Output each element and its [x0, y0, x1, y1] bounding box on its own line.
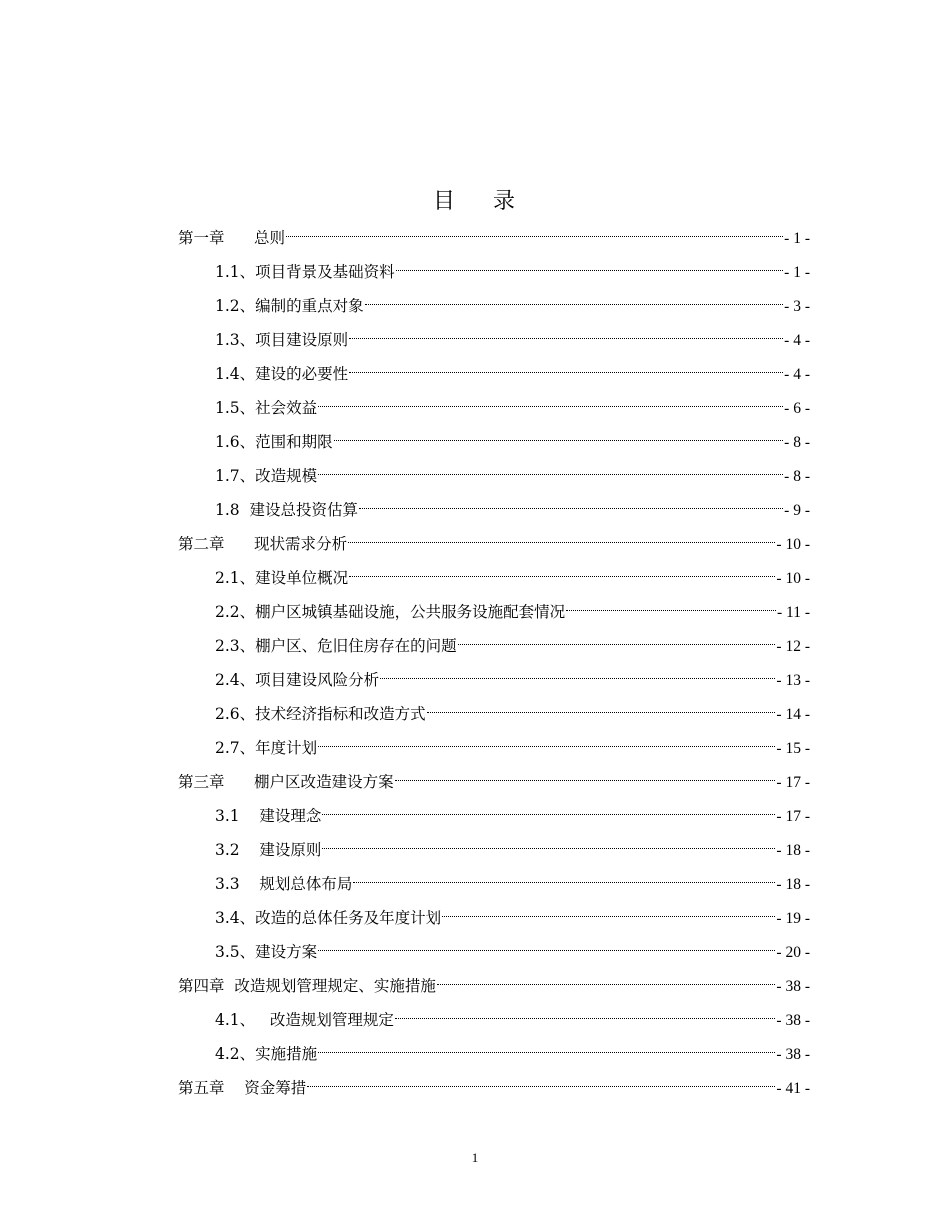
toc-section-entry[interactable] — [178, 561, 810, 595]
toc-dot-leader — [458, 644, 776, 645]
toc-entry-label: 1.7、改造规模 — [215, 467, 318, 485]
toc-entry-page: - 9 - — [784, 502, 810, 519]
toc-section-entry[interactable] — [178, 595, 810, 629]
toc-section-entry[interactable] — [178, 867, 810, 901]
toc-entry-page: - 18 - — [776, 842, 810, 859]
toc-chapter-entry[interactable] — [178, 527, 810, 561]
toc-dot-leader — [566, 610, 776, 611]
toc-dot-leader — [334, 440, 784, 441]
toc-entry-page: - 13 - — [776, 672, 810, 689]
toc-section-entry[interactable] — [178, 459, 810, 493]
toc-entry-label: 第四章 改造规划管理规定、实施措施 — [178, 977, 436, 995]
toc-section-entry[interactable] — [178, 833, 810, 867]
toc-dot-leader — [359, 508, 783, 509]
toc-dot-leader — [396, 270, 784, 271]
toc-section-entry[interactable] — [178, 663, 810, 697]
toc-entry-page: - 17 - — [776, 808, 810, 825]
toc-entry-label: 第二章 现状需求分析 — [178, 535, 348, 553]
toc-entry-page: - 14 - — [776, 706, 810, 723]
toc-dot-leader — [395, 1018, 775, 1019]
toc-chapter-entry[interactable] — [178, 1071, 810, 1105]
toc-dot-leader — [318, 406, 783, 407]
toc-entry-label: 3.5、建设方案 — [215, 943, 318, 961]
toc-section-entry[interactable] — [178, 391, 810, 425]
toc-entry-label: 1.6、范围和期限 — [215, 433, 333, 451]
toc-entry-label: 1.5、社会效益 — [215, 399, 318, 417]
toc-dot-leader — [318, 746, 775, 747]
toc-entry-page: - 1 - — [784, 230, 810, 247]
toc-entry-page: - 20 - — [776, 944, 810, 961]
toc-entry-page: - 38 - — [776, 978, 810, 995]
table-of-contents — [178, 221, 810, 1105]
toc-section-entry[interactable] — [178, 323, 810, 357]
toc-chapter-entry[interactable] — [178, 221, 810, 255]
toc-dot-leader — [318, 1052, 775, 1053]
toc-entry-label: 第三章 棚户区改造建设方案 — [178, 773, 394, 791]
toc-section-entry[interactable] — [178, 697, 810, 731]
toc-entry-page: - 12 - — [776, 638, 810, 655]
toc-dot-leader — [427, 712, 776, 713]
toc-entry-label: 3.1 建设理念 — [215, 807, 322, 825]
toc-entry-label: 1.3、项目建设原则 — [215, 331, 349, 349]
toc-entry-label: 3.4、改造的总体任务及年度计划 — [215, 909, 442, 927]
toc-entry-label: 2.2、棚户区城镇基础设施，公共服务设施配套情况 — [215, 603, 566, 621]
toc-heading: 目 录 — [433, 189, 517, 214]
toc-entry-label: 1.2、编制的重点对象 — [215, 297, 364, 315]
toc-entry-label: 4.1、 改造规划管理规定 — [215, 1011, 394, 1029]
toc-chapter-entry[interactable] — [178, 969, 810, 1003]
toc-dot-leader — [307, 1086, 775, 1087]
toc-dot-leader — [437, 984, 776, 985]
toc-entry-label: 第一章 总则 — [178, 229, 286, 247]
toc-entry-page: - 4 - — [784, 332, 810, 349]
toc-dot-leader — [318, 474, 783, 475]
toc-entry-label: 3.2 建设原则 — [215, 841, 322, 859]
toc-entry-label: 1.8 建设总投资估算 — [215, 501, 359, 519]
toc-entry-label: 2.4、项目建设风险分析 — [215, 671, 380, 689]
toc-dot-leader — [349, 372, 783, 373]
toc-entry-page: - 10 - — [776, 570, 810, 587]
toc-section-entry[interactable] — [178, 799, 810, 833]
toc-chapter-entry[interactable] — [178, 765, 810, 799]
toc-entry-page: - 38 - — [776, 1046, 810, 1063]
toc-entry-label: 第五章 资金筹措 — [178, 1079, 307, 1097]
toc-entry-page: - 1 - — [784, 264, 810, 281]
toc-entry-label: 2.3、棚户区、危旧住房存在的问题 — [215, 637, 457, 655]
toc-dot-leader — [322, 814, 775, 815]
toc-section-entry[interactable] — [178, 289, 810, 323]
toc-entry-page: - 6 - — [784, 400, 810, 417]
toc-entry-page: - 38 - — [776, 1012, 810, 1029]
toc-dot-leader — [348, 542, 775, 543]
toc-dot-leader — [353, 882, 775, 883]
toc-section-entry[interactable] — [178, 935, 810, 969]
toc-entry-page: - 18 - — [776, 876, 810, 893]
toc-entry-label: 2.7、年度计划 — [215, 739, 318, 757]
toc-section-entry[interactable] — [178, 731, 810, 765]
toc-dot-leader — [286, 236, 783, 237]
toc-dot-leader — [380, 678, 775, 679]
toc-dot-leader — [322, 848, 775, 849]
toc-entry-page: - 19 - — [776, 910, 810, 927]
toc-section-entry[interactable] — [178, 901, 810, 935]
toc-section-entry[interactable] — [178, 425, 810, 459]
toc-entry-label: 3.3 规划总体布局 — [215, 875, 353, 893]
toc-entry-page: - 3 - — [784, 298, 810, 315]
toc-entry-page: - 11 - — [777, 604, 810, 621]
toc-dot-leader — [365, 304, 784, 305]
toc-entry-page: - 10 - — [776, 536, 810, 553]
toc-entry-page: - 41 - — [776, 1080, 810, 1097]
toc-dot-leader — [442, 916, 775, 917]
toc-entry-label: 2.1、建设单位概况 — [215, 569, 349, 587]
toc-entry-page: - 17 - — [776, 774, 810, 791]
toc-entry-label: 1.1、项目背景及基础资料 — [215, 263, 395, 281]
toc-entry-page: - 4 - — [784, 366, 810, 383]
toc-section-entry[interactable] — [178, 357, 810, 391]
page-number: 1 — [471, 1150, 479, 1165]
toc-dot-leader — [395, 780, 776, 781]
toc-section-entry[interactable] — [178, 1037, 810, 1071]
toc-entry-page: - 15 - — [776, 740, 810, 757]
toc-entry-label: 2.6、技术经济指标和改造方式 — [215, 705, 426, 723]
toc-entry-label: 4.2、实施措施 — [215, 1045, 318, 1063]
toc-section-entry[interactable] — [178, 1003, 810, 1037]
toc-section-entry[interactable] — [178, 255, 810, 289]
toc-dot-leader — [349, 338, 783, 339]
toc-section-entry[interactable] — [178, 629, 810, 663]
toc-entry-page: - 8 - — [784, 434, 810, 451]
toc-entry-label: 1.4、建设的必要性 — [215, 365, 349, 383]
toc-entry-page: - 8 - — [784, 468, 810, 485]
toc-dot-leader — [349, 576, 775, 577]
toc-dot-leader — [318, 950, 775, 951]
toc-section-entry[interactable] — [178, 493, 810, 527]
